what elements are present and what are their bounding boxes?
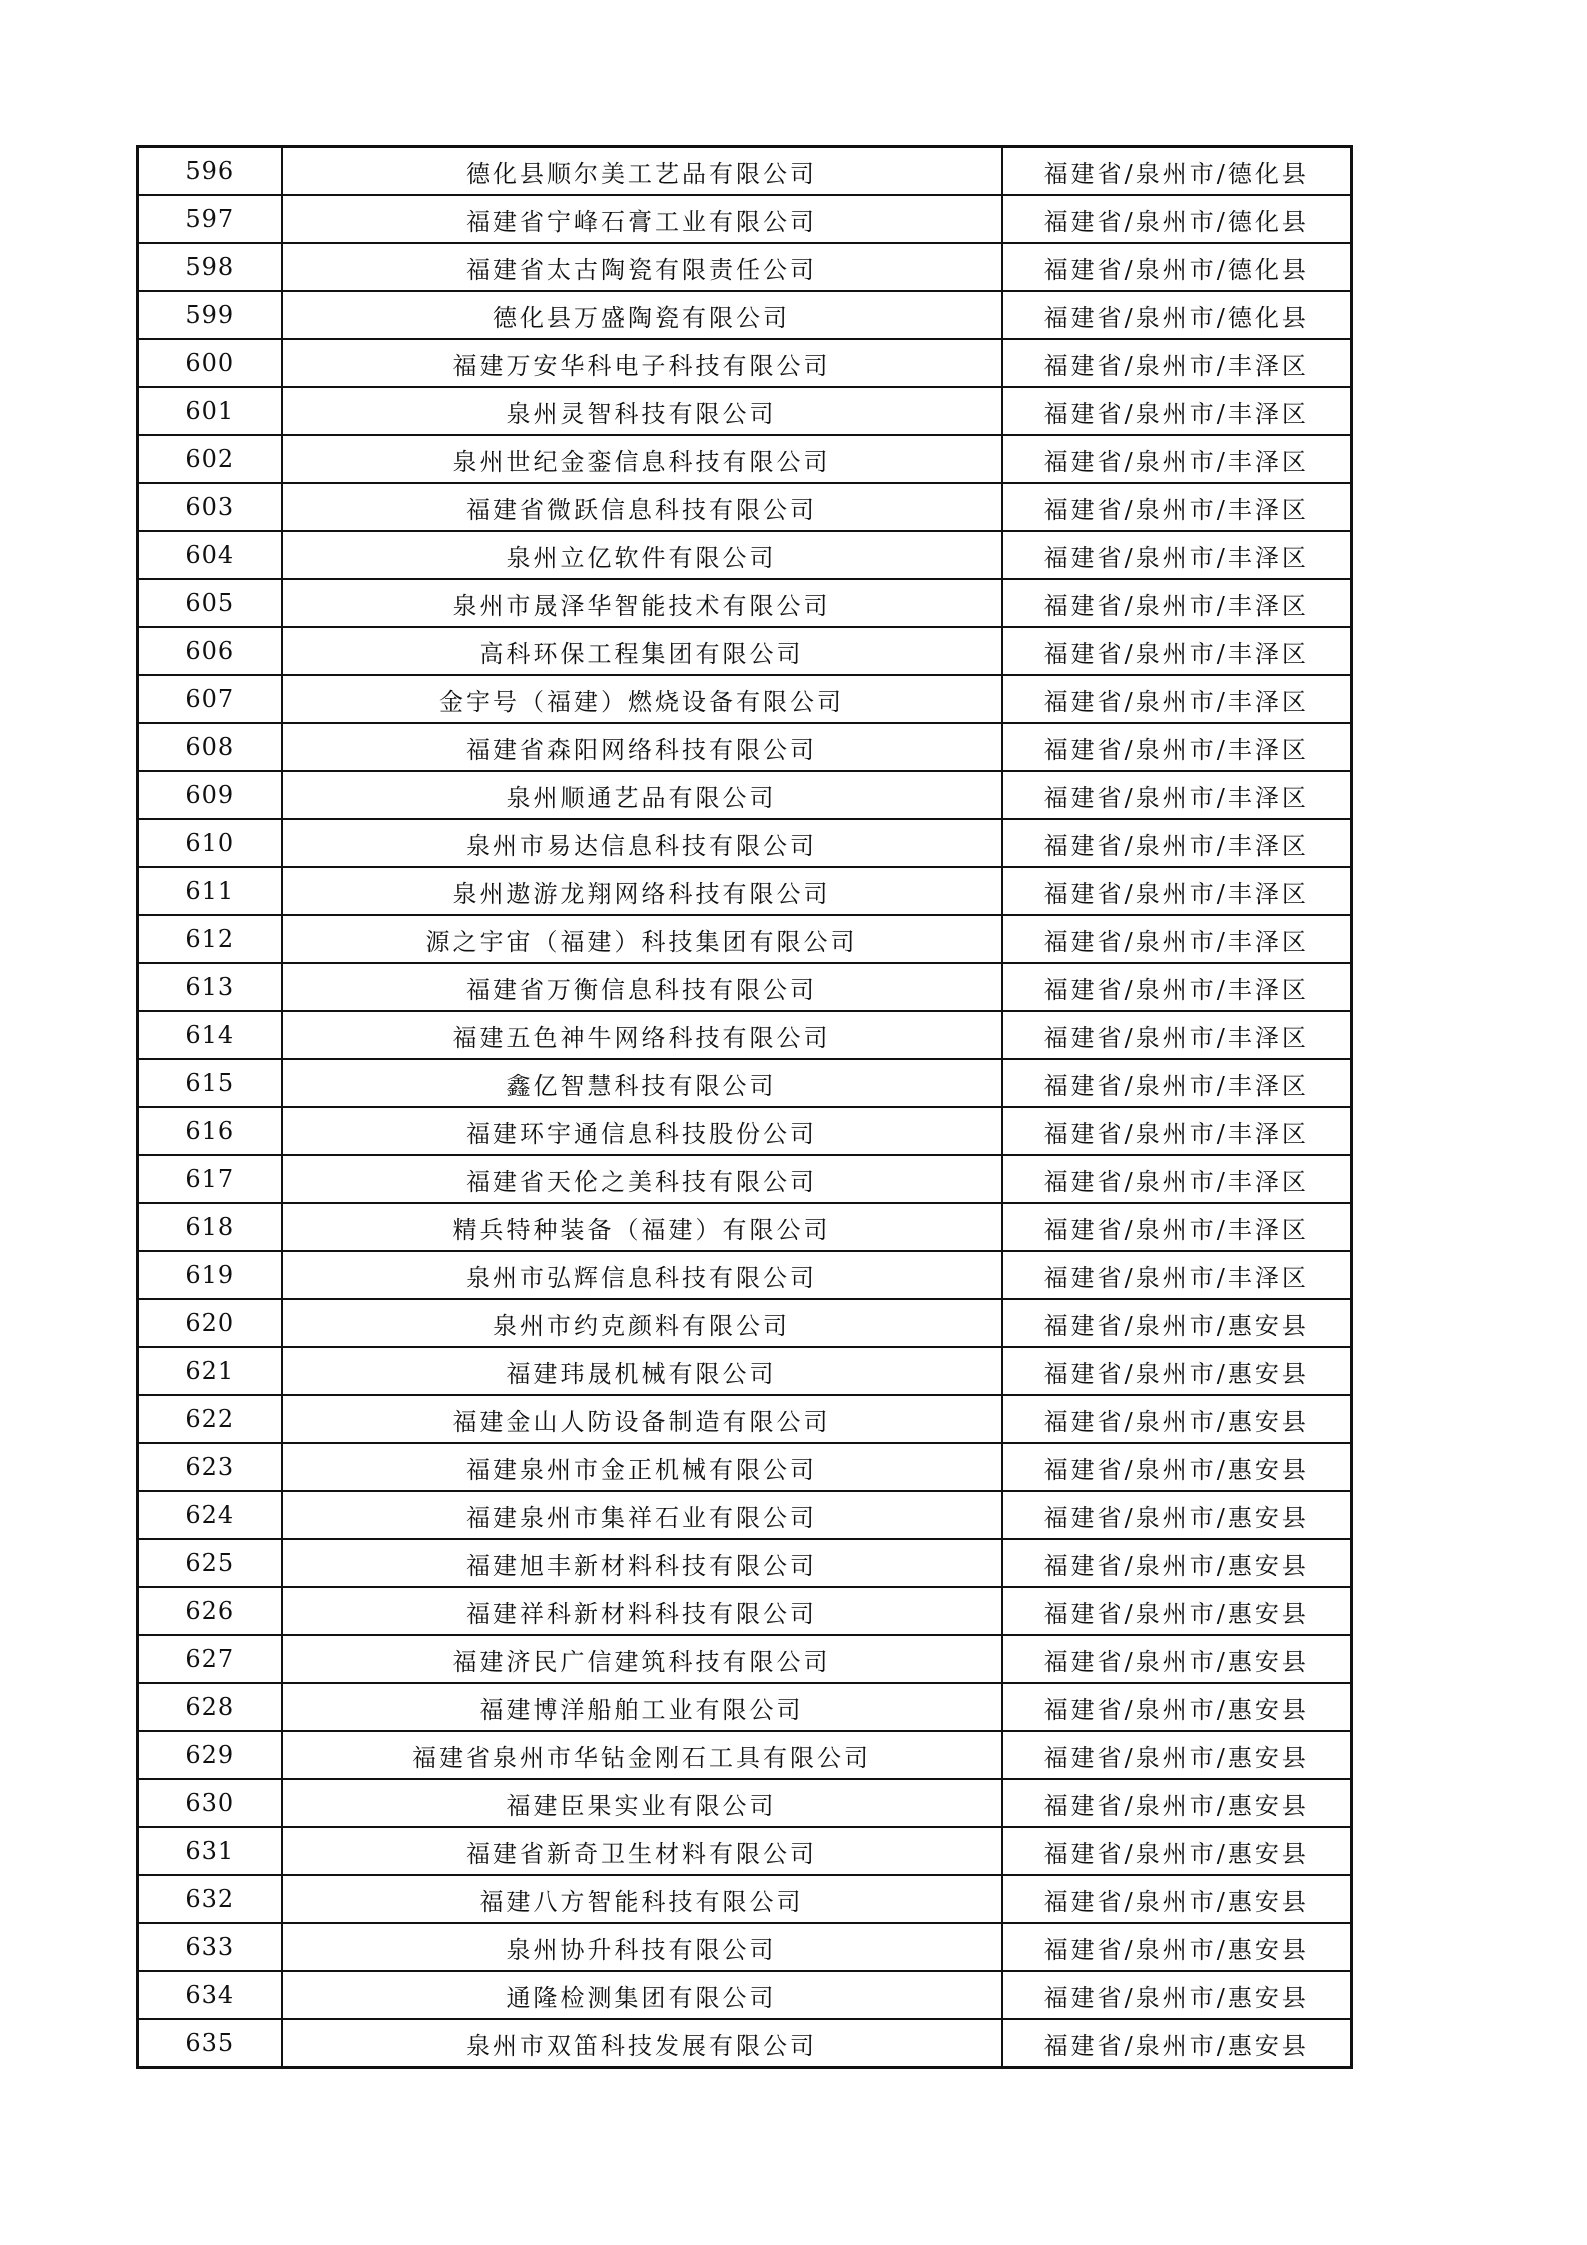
region: 福建省/泉州市/惠安县: [1002, 1971, 1352, 2019]
table-row: [138, 147, 1352, 196]
company-name: 福建环宇通信息科技股份公司: [282, 1107, 1002, 1155]
row-number: 597: [138, 195, 282, 243]
company-name: 福建泉州市金正机械有限公司: [282, 1443, 1002, 1491]
row-number: 604: [138, 531, 282, 579]
region: 福建省/泉州市/丰泽区: [1002, 675, 1352, 723]
table-row: [138, 1971, 1352, 2019]
row-number: 596: [138, 147, 282, 196]
table-row: [138, 2019, 1352, 2068]
row-number: 625: [138, 1539, 282, 1587]
company-name: 泉州协升科技有限公司: [282, 1923, 1002, 1971]
row-number: 615: [138, 1059, 282, 1107]
company-name: 泉州遨游龙翔网络科技有限公司: [282, 867, 1002, 915]
table-row: [138, 675, 1352, 723]
company-name: 泉州市易达信息科技有限公司: [282, 819, 1002, 867]
region: 福建省/泉州市/惠安县: [1002, 1827, 1352, 1875]
company-name: 泉州世纪金銮信息科技有限公司: [282, 435, 1002, 483]
region: 福建省/泉州市/德化县: [1002, 291, 1352, 339]
row-number: 633: [138, 1923, 282, 1971]
region: 福建省/泉州市/惠安县: [1002, 1395, 1352, 1443]
row-number: 635: [138, 2019, 282, 2068]
table-row: [138, 531, 1352, 579]
table-row: [138, 243, 1352, 291]
company-name: 福建省太古陶瓷有限责任公司: [282, 243, 1002, 291]
row-number: 612: [138, 915, 282, 963]
table-row: [138, 1347, 1352, 1395]
row-number: 611: [138, 867, 282, 915]
region: 福建省/泉州市/德化县: [1002, 243, 1352, 291]
company-name: 福建省万衡信息科技有限公司: [282, 963, 1002, 1011]
region: 福建省/泉州市/丰泽区: [1002, 483, 1352, 531]
region: 福建省/泉州市/惠安县: [1002, 2019, 1352, 2068]
row-number: 626: [138, 1587, 282, 1635]
row-number: 606: [138, 627, 282, 675]
row-number: 618: [138, 1203, 282, 1251]
row-number: 632: [138, 1875, 282, 1923]
table-row: [138, 1587, 1352, 1635]
row-number: 627: [138, 1635, 282, 1683]
region: 福建省/泉州市/丰泽区: [1002, 339, 1352, 387]
table-row: [138, 1059, 1352, 1107]
company-name: 福建万安华科电子科技有限公司: [282, 339, 1002, 387]
table-row: [138, 1203, 1352, 1251]
table-row: [138, 1491, 1352, 1539]
table-row: [138, 963, 1352, 1011]
region: 福建省/泉州市/惠安县: [1002, 1443, 1352, 1491]
region: 福建省/泉州市/丰泽区: [1002, 1155, 1352, 1203]
row-number: 624: [138, 1491, 282, 1539]
company-name: 福建博洋船舶工业有限公司: [282, 1683, 1002, 1731]
company-list-table: [136, 145, 1353, 2069]
row-number: 605: [138, 579, 282, 627]
row-number: 608: [138, 723, 282, 771]
company-name: 福建省微跃信息科技有限公司: [282, 483, 1002, 531]
company-name: 福建祥科新材料科技有限公司: [282, 1587, 1002, 1635]
company-name: 泉州市晟泽华智能技术有限公司: [282, 579, 1002, 627]
company-name: 通隆检测集团有限公司: [282, 1971, 1002, 2019]
table-row: [138, 1683, 1352, 1731]
region: 福建省/泉州市/惠安县: [1002, 1299, 1352, 1347]
row-number: 603: [138, 483, 282, 531]
company-name: 福建省森阳网络科技有限公司: [282, 723, 1002, 771]
row-number: 619: [138, 1251, 282, 1299]
row-number: 621: [138, 1347, 282, 1395]
row-number: 613: [138, 963, 282, 1011]
table-row: [138, 1779, 1352, 1827]
table-row: [138, 1635, 1352, 1683]
company-name: 福建五色神牛网络科技有限公司: [282, 1011, 1002, 1059]
region: 福建省/泉州市/丰泽区: [1002, 867, 1352, 915]
table-row: [138, 1155, 1352, 1203]
company-name: 福建八方智能科技有限公司: [282, 1875, 1002, 1923]
region: 福建省/泉州市/惠安县: [1002, 1635, 1352, 1683]
table-row: [138, 1011, 1352, 1059]
row-number: 616: [138, 1107, 282, 1155]
company-name: 福建玮晟机械有限公司: [282, 1347, 1002, 1395]
table-row: [138, 627, 1352, 675]
region: 福建省/泉州市/德化县: [1002, 195, 1352, 243]
row-number: 610: [138, 819, 282, 867]
company-name: 源之宇宙（福建）科技集团有限公司: [282, 915, 1002, 963]
row-number: 630: [138, 1779, 282, 1827]
table-row: [138, 1731, 1352, 1779]
company-name: 福建金山人防设备制造有限公司: [282, 1395, 1002, 1443]
company-name: 泉州市双笛科技发展有限公司: [282, 2019, 1002, 2068]
row-number: 614: [138, 1011, 282, 1059]
table-row: [138, 1875, 1352, 1923]
row-number: 609: [138, 771, 282, 819]
table-row: [138, 339, 1352, 387]
table-row: [138, 195, 1352, 243]
company-name: 福建旭丰新材料科技有限公司: [282, 1539, 1002, 1587]
company-name: 福建臣果实业有限公司: [282, 1779, 1002, 1827]
row-number: 620: [138, 1299, 282, 1347]
table-row: [138, 1107, 1352, 1155]
region: 福建省/泉州市/惠安县: [1002, 1539, 1352, 1587]
table-body: [138, 147, 1352, 2068]
table-row: [138, 1923, 1352, 1971]
table-row: [138, 1443, 1352, 1491]
table-row: [138, 1251, 1352, 1299]
region: 福建省/泉州市/丰泽区: [1002, 963, 1352, 1011]
region: 福建省/泉州市/丰泽区: [1002, 627, 1352, 675]
region: 福建省/泉州市/丰泽区: [1002, 1059, 1352, 1107]
row-number: 601: [138, 387, 282, 435]
region: 福建省/泉州市/德化县: [1002, 147, 1352, 196]
region: 福建省/泉州市/丰泽区: [1002, 1251, 1352, 1299]
company-name: 金宇号（福建）燃烧设备有限公司: [282, 675, 1002, 723]
table-row: [138, 291, 1352, 339]
row-number: 607: [138, 675, 282, 723]
company-name: 德化县万盛陶瓷有限公司: [282, 291, 1002, 339]
company-name: 泉州灵智科技有限公司: [282, 387, 1002, 435]
company-name: 福建省新奇卫生材料有限公司: [282, 1827, 1002, 1875]
company-name: 泉州立亿软件有限公司: [282, 531, 1002, 579]
region: 福建省/泉州市/惠安县: [1002, 1683, 1352, 1731]
region: 福建省/泉州市/惠安县: [1002, 1779, 1352, 1827]
table-row: [138, 1827, 1352, 1875]
region: 福建省/泉州市/丰泽区: [1002, 1203, 1352, 1251]
region: 福建省/泉州市/惠安县: [1002, 1491, 1352, 1539]
region: 福建省/泉州市/丰泽区: [1002, 723, 1352, 771]
row-number: 628: [138, 1683, 282, 1731]
row-number: 629: [138, 1731, 282, 1779]
table-row: [138, 387, 1352, 435]
region: 福建省/泉州市/丰泽区: [1002, 435, 1352, 483]
row-number: 631: [138, 1827, 282, 1875]
row-number: 623: [138, 1443, 282, 1491]
row-number: 622: [138, 1395, 282, 1443]
company-name: 精兵特种装备（福建）有限公司: [282, 1203, 1002, 1251]
table-row: [138, 435, 1352, 483]
region: 福建省/泉州市/惠安县: [1002, 1731, 1352, 1779]
company-name: 鑫亿智慧科技有限公司: [282, 1059, 1002, 1107]
table-row: [138, 819, 1352, 867]
row-number: 600: [138, 339, 282, 387]
table-row: [138, 915, 1352, 963]
region: 福建省/泉州市/惠安县: [1002, 1923, 1352, 1971]
row-number: 602: [138, 435, 282, 483]
table-row: [138, 579, 1352, 627]
company-name: 福建省宁峰石膏工业有限公司: [282, 195, 1002, 243]
table-row: [138, 867, 1352, 915]
company-name: 高科环保工程集团有限公司: [282, 627, 1002, 675]
table-row: [138, 1395, 1352, 1443]
region: 福建省/泉州市/惠安县: [1002, 1587, 1352, 1635]
region: 福建省/泉州市/丰泽区: [1002, 819, 1352, 867]
company-name: 福建省天伦之美科技有限公司: [282, 1155, 1002, 1203]
region: 福建省/泉州市/丰泽区: [1002, 579, 1352, 627]
company-name: 泉州市约克颜料有限公司: [282, 1299, 1002, 1347]
region: 福建省/泉州市/丰泽区: [1002, 771, 1352, 819]
company-name: 福建省泉州市华钻金刚石工具有限公司: [282, 1731, 1002, 1779]
company-name: 泉州市弘辉信息科技有限公司: [282, 1251, 1002, 1299]
company-name: 福建济民广信建筑科技有限公司: [282, 1635, 1002, 1683]
region: 福建省/泉州市/丰泽区: [1002, 387, 1352, 435]
region: 福建省/泉州市/惠安县: [1002, 1347, 1352, 1395]
company-name: 泉州顺通艺品有限公司: [282, 771, 1002, 819]
company-name: 福建泉州市集祥石业有限公司: [282, 1491, 1002, 1539]
table-row: [138, 483, 1352, 531]
region: 福建省/泉州市/丰泽区: [1002, 1107, 1352, 1155]
row-number: 634: [138, 1971, 282, 2019]
table-row: [138, 1299, 1352, 1347]
row-number: 599: [138, 291, 282, 339]
region: 福建省/泉州市/惠安县: [1002, 1875, 1352, 1923]
region: 福建省/泉州市/丰泽区: [1002, 531, 1352, 579]
row-number: 598: [138, 243, 282, 291]
table-row: [138, 771, 1352, 819]
region: 福建省/泉州市/丰泽区: [1002, 915, 1352, 963]
company-name: 德化县顺尔美工艺品有限公司: [282, 147, 1002, 196]
table-row: [138, 723, 1352, 771]
row-number: 617: [138, 1155, 282, 1203]
table-row: [138, 1539, 1352, 1587]
region: 福建省/泉州市/丰泽区: [1002, 1011, 1352, 1059]
